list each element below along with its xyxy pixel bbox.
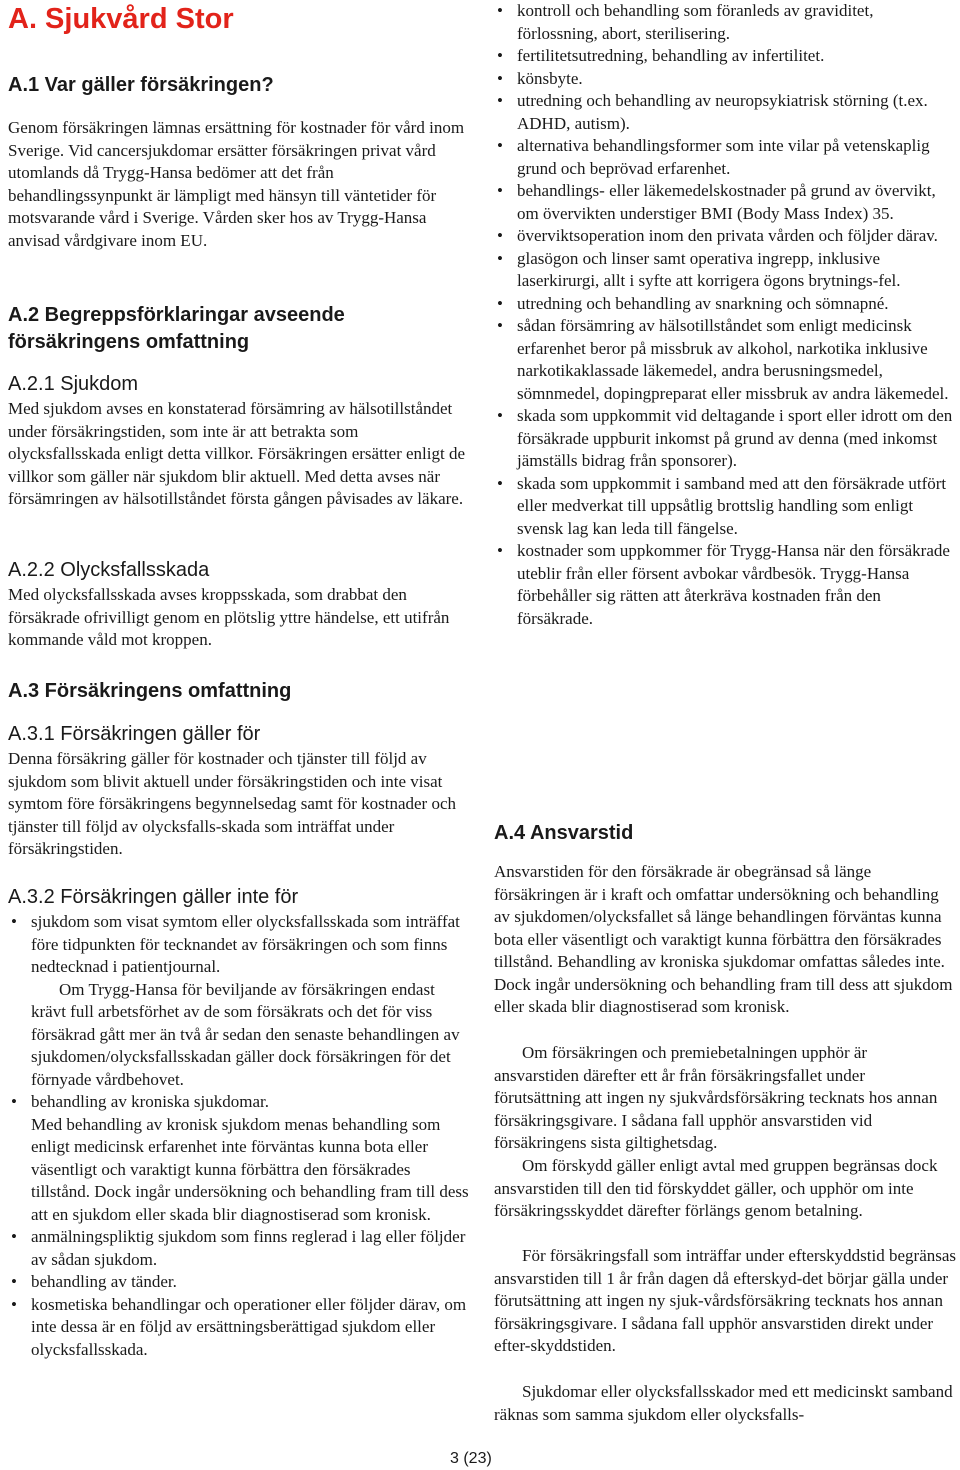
bullet-icon: •	[497, 1, 503, 20]
list-item	[494, 293, 956, 316]
list-item-text: fertilitetsutredning, behandling av infertilitet.	[517, 46, 825, 65]
list-item	[494, 225, 956, 248]
list-item-extra: Om Trygg-Hansa för beviljande av försäkringen endast krävt full arbetsförhet av de som försäkrats och det för viss försäkrad gått mer än två år sedan den senaste behandlingen av sjukdomen/olycksfallsskadan gäller dock försäkringen för det förnyade vårdbehovet.	[31, 979, 460, 1089]
bullet-icon: •	[11, 1227, 17, 1246]
list-item-text: kostnader som uppkommer för Trygg-Hansa när den försäkrade uteblir från eller försent avbokar vårdbesök. Trygg-Hansa förbehåller sig rätten att återkräva kostnaden från den försäkrade.	[517, 541, 950, 628]
list-item-text: överviktsoperation inom den privata vården och följder därav.	[517, 226, 938, 245]
section-a22-heading: A.2.2 Olycksfallsskada	[8, 559, 210, 581]
list-item	[8, 1294, 470, 1362]
bullet-icon: •	[11, 1092, 17, 1111]
list-item	[8, 911, 470, 1091]
list-item	[494, 405, 956, 473]
exclusions-list	[8, 911, 470, 1361]
list-item-text: kontroll och behandling som föranleds av graviditet, förlossning, abort, sterilisering.	[517, 1, 874, 43]
bullet-icon: •	[497, 473, 503, 493]
bullet-icon: •	[497, 136, 503, 155]
list-item-text: glasögon och linser samt operativa ingrepp, inklusive laserkirurgi, allt i syfte att korrigera ögons brytnings-fel.	[517, 248, 901, 290]
bullet-icon: •	[497, 248, 503, 268]
section-a3-heading: A.3 Försäkringens omfattning	[8, 680, 292, 702]
section-a31-body: Denna försäkring gäller för kostnader och tjänster till följd av sjukdom som blivit aktuell under försäkringstiden och inte visat symtom före försäkringens begynnelsedag samt för kostnader och tjänster till följd av olycksfalls-skada som inträffat under försäkringstiden.	[8, 749, 457, 858]
bullet-icon: •	[497, 293, 503, 313]
list-item	[494, 135, 956, 180]
section-a1-heading: A.1 Var gäller försäkringen?	[8, 74, 274, 96]
list-item	[494, 248, 956, 293]
list-item	[494, 68, 956, 91]
list-item-text: anmälningspliktig sjukdom som finns reglerad i lag eller följder av sådan sjukdom.	[31, 1227, 466, 1269]
bullet-icon: •	[497, 541, 503, 560]
section-a22-body: Med olycksfallsskada avses kroppsskada, som drabbat den försäkrade ofrivilligt genom en plötslig yttre händelse, ett utifrån kommande våld mot kroppen.	[8, 585, 450, 649]
list-item	[494, 180, 956, 225]
list-item	[494, 473, 956, 541]
bullet-icon: •	[11, 1294, 17, 1314]
section-a2-heading: A.2 Begreppsförklaringar avseende försäkringens omfattning	[8, 304, 345, 353]
section-a4-paragraph-3: Om förskydd gäller enligt avtal med gruppen begränsas dock ansvarstiden till den tid förskyddet gäller, och upphör om inte försäkringsskyddet därefter förlängs genom betalning.	[494, 1156, 938, 1220]
bullet-icon: •	[497, 406, 503, 425]
list-item-text: skada som uppkommit i samband med att den försäkrade utfört eller medverkat till uppsåtlig brottslig handling som enligt svensk lag kan leda till fängelse.	[517, 473, 947, 538]
bullet-icon: •	[11, 912, 17, 931]
bullet-icon: •	[497, 316, 503, 335]
list-item-text: utredning och behandling av snarkning och sömnapné.	[517, 293, 889, 313]
list-item-text: kosmetiska behandlingar och operationer eller följder därav, om inte dessa är en följd av ersättningsberättigad sjukdom eller olycksfallsskada.	[31, 1294, 467, 1359]
bullet-icon: •	[497, 46, 503, 65]
section-a4-paragraph-5: Sjukdomar eller olycksfallsskador med ett medicinskt samband räknas som samma sjukdom eller olycksfalls-	[494, 1382, 953, 1424]
list-item-text: behandlings- eller läkemedelskostnader på grund av övervikt, om övervikten understiger BMI (Body Mass Index) 35.	[517, 181, 936, 223]
section-a4-paragraph-4: För försäkringsfall som inträffar under efterskyddstid begränsas ansvarstiden till 1 år från dagen då efterskyd-det börjar gälla under förutsättning att ingen ny sjuk-vårdsförsäkring tecknats hos annan försäkringsgivare. I sådana fall upphör ansvarstiden direkt under efter-skyddstiden.	[494, 1246, 957, 1355]
list-item-text: sådan försämring av hälsotillståndet som enligt medicinsk erfarenhet beror på missbruk av alkohol, narkotika inklusive narkotikaklassade läkemedel, andra berusningsmedel, sömnmedel, dopingpreparat eller missbruk av andra läkemedel.	[517, 316, 949, 403]
list-item	[494, 0, 956, 45]
list-item-text: skada som uppkommit vid deltagande i sport eller idrott om den försäkrade uppburit inkomst på grund av denna (med inkomst jämställs bidrag från sponsorer).	[517, 406, 953, 470]
section-a32-heading: A.3.2 Försäkringen gäller inte för	[8, 886, 299, 908]
section-a1-body: Genom försäkringen lämnas ersättning för kostnader för vård inom Sverige. Vid cancersjukdomar ersätter försäkringen privat vård utomlands då Trygg-Hansa bedömer att det från behandlingssynpunkt är lämpligt med hänsyn till väntetider för motsvarande vård i Sverige. Vården sker hos av Trygg-Hansa anvisad vårdgivare inom EU.	[8, 118, 465, 250]
list-item	[494, 315, 956, 405]
list-item-text: alternativa behandlingsformer som inte vilar på vetenskaplig grund och beprövad erfarenhet.	[517, 136, 930, 178]
list-item	[494, 90, 956, 135]
bullet-icon: •	[497, 181, 503, 200]
bullet-icon: •	[497, 68, 503, 88]
list-item	[494, 540, 956, 630]
section-a31-heading: A.3.1 Försäkringen gäller för	[8, 723, 261, 745]
list-item	[8, 1091, 470, 1226]
list-item-text: behandling av kroniska sjukdomar.	[31, 1092, 269, 1111]
bullet-icon: •	[497, 91, 503, 110]
list-item-text: utredning och behandling av neuropsykiatrisk störning (t.ex. ADHD, autism).	[517, 91, 928, 133]
list-item	[8, 1226, 470, 1271]
section-a4-heading: A.4 Ansvarstid	[494, 822, 634, 844]
section-a21-body: Med sjukdom avses en konstaterad försämring av hälsotillståndet under försäkringstiden, som inte är att betrakta som olycksfallsskada enligt detta villkor. Försäkringen ersätter enligt de villkor som gäller när sjukdom blir aktuell. Med detta avses när försämringen av hälsotillståndet första gången påvisades av läkare.	[8, 399, 465, 508]
section-a4-paragraph-2: Om försäkringen och premiebetalningen upphör är ansvarstiden därefter ett år från försäkringsfallet under förutsättning att ingen ny sjukvårdsförsäkring tecknats hos annan försäkringsgivare. I sådana fall upphör ansvarstiden vid försäkringens sista giltighetsdag.	[494, 1043, 938, 1152]
bullet-icon: •	[497, 226, 503, 245]
document-title: A. Sjukvård Stor	[8, 3, 234, 35]
section-a4-paragraph-1: Ansvarstiden för den försäkrade är obegränsad så länge försäkringen är i kraft och omfattar undersökning och behandling av sjukdomen/olycksfallet så länge behandlingen förväntas kunna bota eller väsentligt och varaktigt kunna förbättra den försäkrades tillstånd. Behandling av kroniska sjukdomar omfattas således inte. Dock ingår undersökning och behandling fram till dess att sjukdom eller skada blir diagnostiserad som kronisk.	[494, 862, 953, 1016]
exclusions-list-continued	[494, 0, 956, 630]
list-item-text: könsbyte.	[517, 68, 583, 88]
list-item-text: behandling av tänder.	[31, 1272, 177, 1291]
section-a21-heading: A.2.1 Sjukdom	[8, 373, 139, 395]
bullet-icon: •	[11, 1272, 17, 1291]
list-item	[494, 45, 956, 68]
list-item-text: sjukdom som visat symtom eller olycksfallsskada som inträffat före tidpunkten för tecknandet av försäkringen och som finns nedtecknad i patientjournal.	[31, 912, 460, 976]
page-number: 3 (23)	[450, 1450, 492, 1467]
list-item-extra: Med behandling av kronisk sjukdom menas behandling som enligt medicinsk erfarenhet inte förväntas kunna bota eller väsentligt och varaktigt kunna förbättra den försäkrades tillstånd. Dock ingår undersökning och behandling fram till dess att en sjukdom eller skada blir diagnostiserad som kronisk.	[31, 1114, 469, 1224]
list-item	[8, 1271, 470, 1294]
